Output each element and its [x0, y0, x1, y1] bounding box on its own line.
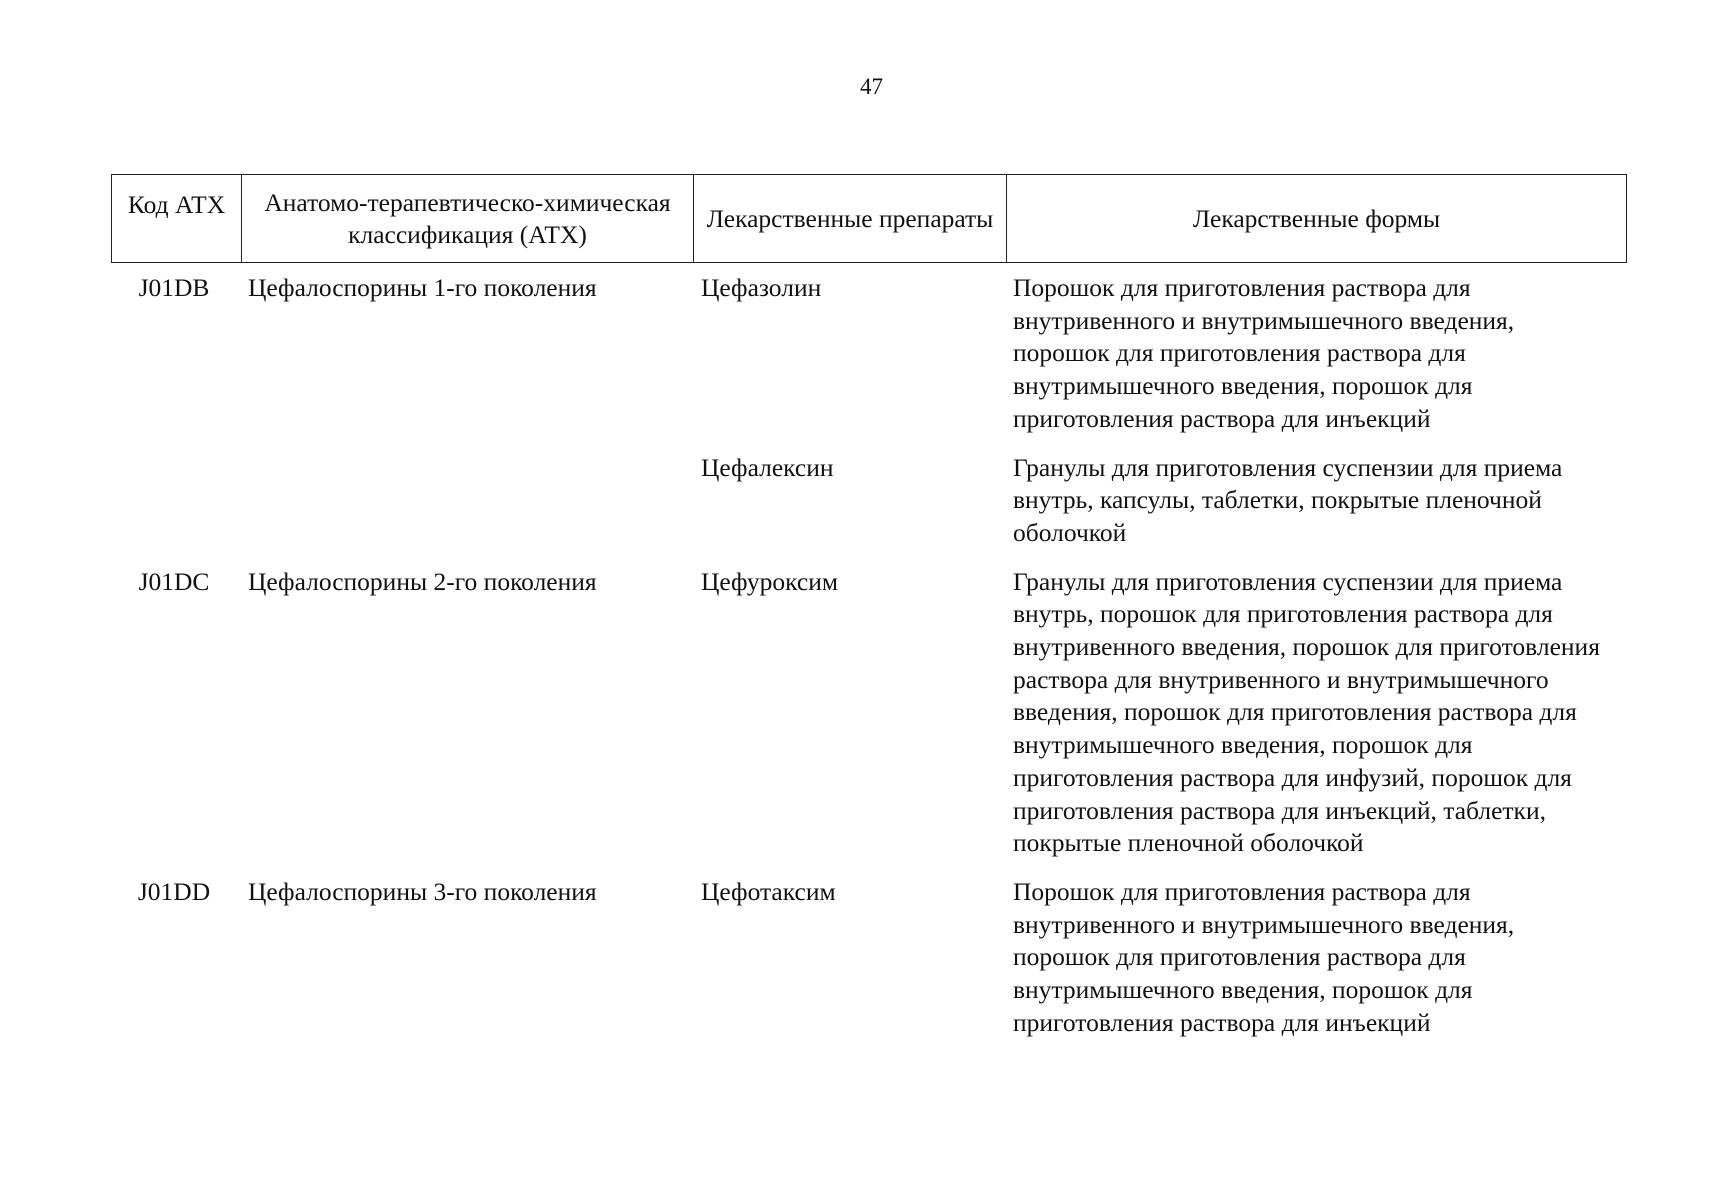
header-code: Код АТХ — [112, 175, 242, 263]
atc-group: Цефалоспорины 3-го поколения — [248, 876, 597, 906]
table-row — [111, 566, 1626, 876]
table-row — [111, 272, 1626, 452]
header-classification: Анатомо-терапевтическо-химическая классификация (АТХ) — [242, 175, 694, 263]
page-number: 47 — [860, 74, 883, 99]
atc-group: Цефалоспорины 1-го поколения — [248, 273, 597, 302]
atc-group — [241, 452, 693, 566]
atc-code: J01DD — [137, 876, 211, 906]
table-body — [111, 272, 1626, 1055]
atc-code: J01DB — [138, 273, 210, 302]
dosage-forms: Гранулы для приготовления суспензии для приема внутрь, порошок для приготовления раствора для внутривенного введения, порошок для приготовления раствора для внутривенного и внутримышечного введения, порошок для приготовления раствора для внутримышечного введения, порошок для приготовления раствора для инфузий, порошок для приготовления раствора для инъекций, таблетки, покрытые пленочной оболочкой — [1013, 566, 1600, 858]
atc-code: J01DC — [138, 566, 210, 596]
header-drugs: Лекарственные препараты — [694, 175, 1007, 263]
table-header — [111, 174, 1627, 263]
atc-group: Цефалоспорины 2-го поколения — [248, 566, 597, 596]
dosage-forms: Порошок для приготовления раствора для внутривенного и внутримышечного введения, порошок для приготовления раствора для внутримышечного введения, порошок для приготовления раствора для инъекций — [1013, 273, 1515, 433]
drug-name: Цефуроксим — [701, 566, 839, 596]
drug-name: Цефалексин — [701, 452, 834, 482]
atc-code — [111, 452, 241, 566]
dosage-forms: Гранулы для приготовления суспензии для приема внутрь, капсулы, таблетки, покрытые пленочной оболочкой — [1013, 452, 1563, 547]
header-forms: Лекарственные формы — [1007, 175, 1627, 263]
header-row — [112, 175, 1627, 263]
table-row — [111, 876, 1626, 1056]
table-row — [111, 452, 1626, 566]
drug-name: Цефотаксим — [701, 876, 836, 906]
dosage-forms: Порошок для приготовления раствора для внутривенного и внутримышечного введения, порошок для приготовления раствора для внутримышечного введения, порошок для приготовления раствора для инъекций — [1013, 876, 1515, 1037]
drug-name: Цефазолин — [701, 273, 822, 302]
